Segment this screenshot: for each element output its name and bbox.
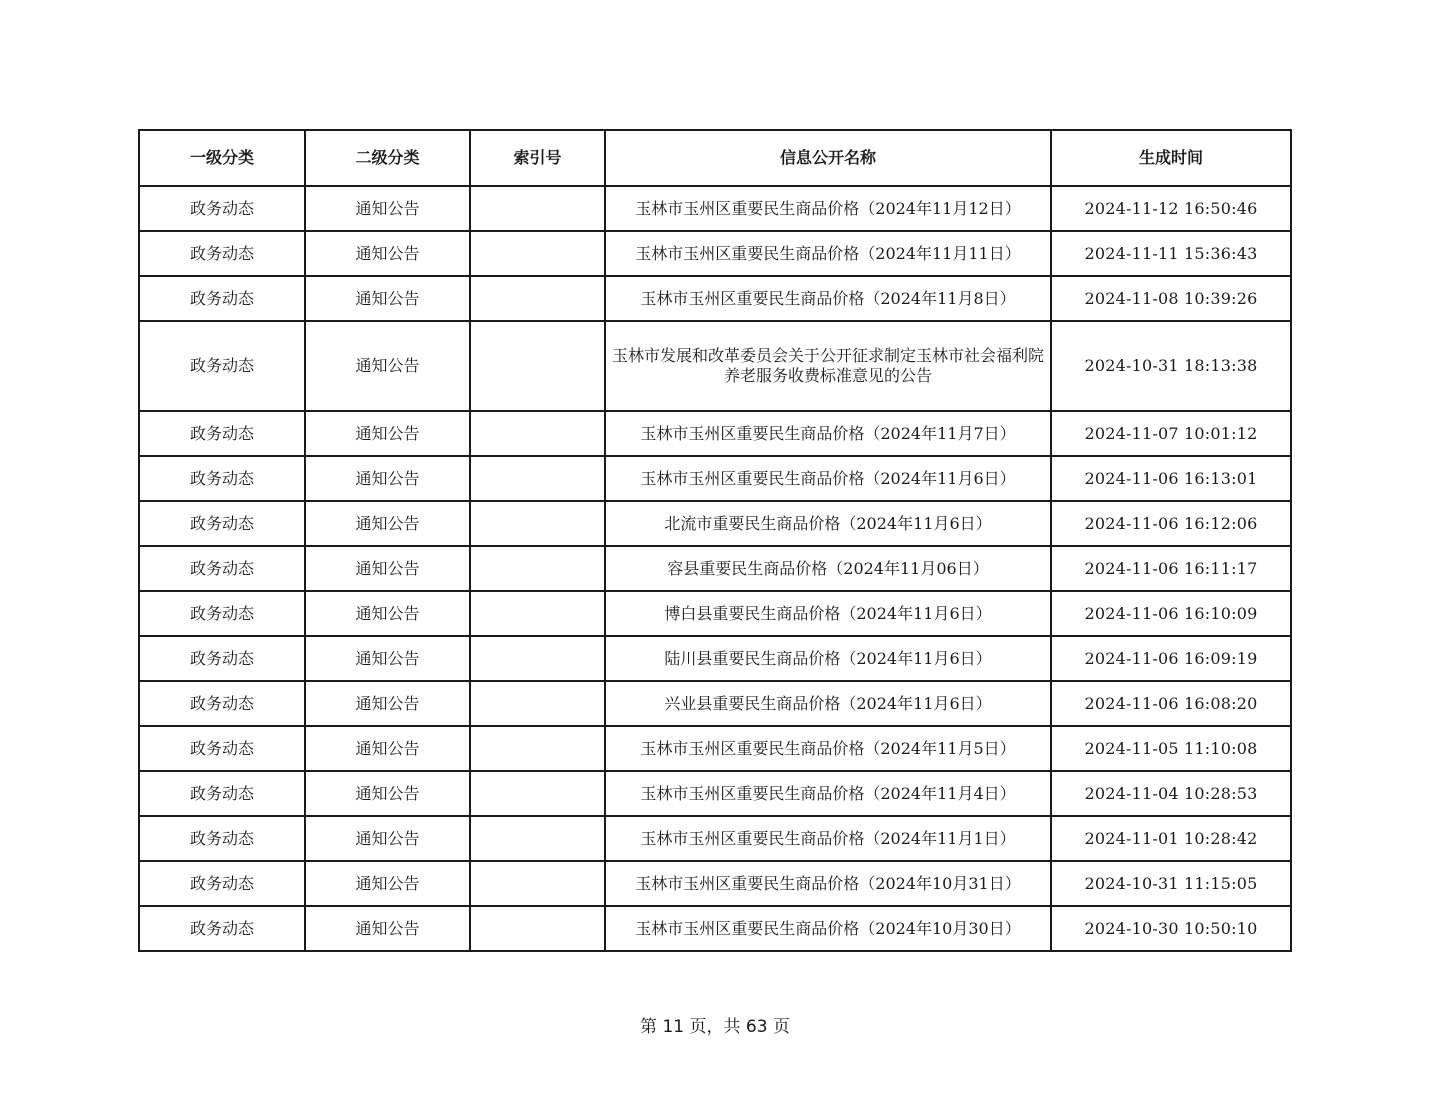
cell-category-2: 通知公告 (305, 546, 470, 591)
cell-generated-time: 2024-11-06 16:08:20 (1051, 681, 1291, 726)
table-row (139, 456, 1291, 501)
cell-category-1: 政务动态 (139, 861, 305, 906)
cell-category-1: 政务动态 (139, 321, 305, 411)
cell-generated-time: 2024-11-06 16:09:19 (1051, 636, 1291, 681)
header-category-1: 一级分类 (139, 130, 305, 186)
table-row (139, 231, 1291, 276)
table-row (139, 726, 1291, 771)
current-page-number: 11 (662, 1017, 685, 1037)
cell-generated-time: 2024-10-31 18:13:38 (1051, 321, 1291, 411)
cell-index-number (470, 276, 605, 321)
cell-index-number (470, 591, 605, 636)
cell-category-2: 通知公告 (305, 816, 470, 861)
cell-index-number (470, 906, 605, 951)
cell-category-1: 政务动态 (139, 906, 305, 951)
table-row (139, 816, 1291, 861)
cell-category-2: 通知公告 (305, 726, 470, 771)
page-number-footer (0, 1015, 1430, 1039)
cell-category-2: 通知公告 (305, 276, 470, 321)
cell-generated-time: 2024-10-30 10:50:10 (1051, 906, 1291, 951)
table-row (139, 906, 1291, 951)
cell-category-2: 通知公告 (305, 186, 470, 231)
cell-index-number (470, 186, 605, 231)
cell-category-2: 通知公告 (305, 771, 470, 816)
cell-category-1: 政务动态 (139, 591, 305, 636)
cell-title: 陆川县重要民生商品价格（2024年11月6日） (605, 636, 1051, 681)
cell-category-2: 通知公告 (305, 501, 470, 546)
table-row (139, 636, 1291, 681)
header-category-2: 二级分类 (305, 130, 470, 186)
cell-title: 玉林市玉州区重要民生商品价格（2024年11月11日） (605, 231, 1051, 276)
cell-category-1: 政务动态 (139, 231, 305, 276)
cell-category-1: 政务动态 (139, 771, 305, 816)
cell-generated-time: 2024-11-06 16:13:01 (1051, 456, 1291, 501)
cell-title: 玉林市玉州区重要民生商品价格（2024年10月30日） (605, 906, 1051, 951)
table-row (139, 321, 1291, 411)
header-generated-time: 生成时间 (1051, 130, 1291, 186)
cell-category-1: 政务动态 (139, 681, 305, 726)
cell-generated-time: 2024-11-06 16:12:06 (1051, 501, 1291, 546)
cell-generated-time: 2024-11-07 10:01:12 (1051, 411, 1291, 456)
cell-title: 玉林市发展和改革委员会关于公开征求制定玉林市社会福利院养老服务收费标准意见的公告 (605, 321, 1051, 411)
cell-category-1: 政务动态 (139, 456, 305, 501)
table-header-row (139, 130, 1291, 186)
cell-title: 兴业县重要民生商品价格（2024年11月6日） (605, 681, 1051, 726)
cell-title: 北流市重要民生商品价格（2024年11月6日） (605, 501, 1051, 546)
cell-index-number (470, 321, 605, 411)
header-index-number: 索引号 (470, 130, 605, 186)
table-row (139, 186, 1291, 231)
cell-index-number (470, 636, 605, 681)
cell-category-2: 通知公告 (305, 636, 470, 681)
cell-category-2: 通知公告 (305, 411, 470, 456)
table-row (139, 681, 1291, 726)
cell-generated-time: 2024-11-05 11:10:08 (1051, 726, 1291, 771)
info-disclosure-table (138, 129, 1292, 952)
cell-category-1: 政务动态 (139, 636, 305, 681)
cell-title: 玉林市玉州区重要民生商品价格（2024年11月7日） (605, 411, 1051, 456)
footer-suffix: 页 (772, 1017, 790, 1037)
cell-generated-time: 2024-11-04 10:28:53 (1051, 771, 1291, 816)
cell-generated-time: 2024-11-06 16:11:17 (1051, 546, 1291, 591)
header-title: 信息公开名称 (605, 130, 1051, 186)
cell-category-2: 通知公告 (305, 861, 470, 906)
table-body (139, 186, 1291, 951)
cell-category-1: 政务动态 (139, 276, 305, 321)
cell-title: 博白县重要民生商品价格（2024年11月6日） (605, 591, 1051, 636)
cell-title: 容县重要民生商品价格（2024年11月06日） (605, 546, 1051, 591)
cell-index-number (470, 546, 605, 591)
footer-prefix: 第 (640, 1017, 658, 1037)
cell-index-number (470, 456, 605, 501)
cell-category-1: 政务动态 (139, 726, 305, 771)
cell-title: 玉林市玉州区重要民生商品价格（2024年10月31日） (605, 861, 1051, 906)
table-row (139, 591, 1291, 636)
cell-index-number (470, 861, 605, 906)
cell-index-number (470, 231, 605, 276)
cell-index-number (470, 501, 605, 546)
cell-category-1: 政务动态 (139, 501, 305, 546)
cell-category-2: 通知公告 (305, 681, 470, 726)
cell-generated-time: 2024-11-08 10:39:26 (1051, 276, 1291, 321)
table-row (139, 411, 1291, 456)
cell-title: 玉林市玉州区重要民生商品价格（2024年11月6日） (605, 456, 1051, 501)
cell-title: 玉林市玉州区重要民生商品价格（2024年11月4日） (605, 771, 1051, 816)
cell-index-number (470, 771, 605, 816)
cell-category-2: 通知公告 (305, 456, 470, 501)
cell-category-1: 政务动态 (139, 816, 305, 861)
cell-title: 玉林市玉州区重要民生商品价格（2024年11月12日） (605, 186, 1051, 231)
cell-generated-time: 2024-11-01 10:28:42 (1051, 816, 1291, 861)
cell-category-1: 政务动态 (139, 546, 305, 591)
cell-category-2: 通知公告 (305, 591, 470, 636)
cell-category-2: 通知公告 (305, 321, 470, 411)
cell-category-1: 政务动态 (139, 411, 305, 456)
table-row (139, 501, 1291, 546)
cell-generated-time: 2024-11-12 16:50:46 (1051, 186, 1291, 231)
cell-category-2: 通知公告 (305, 906, 470, 951)
cell-category-2: 通知公告 (305, 231, 470, 276)
footer-middle: 页，共 (689, 1017, 741, 1037)
cell-title: 玉林市玉州区重要民生商品价格（2024年11月8日） (605, 276, 1051, 321)
cell-category-1: 政务动态 (139, 186, 305, 231)
cell-index-number (470, 411, 605, 456)
cell-generated-time: 2024-10-31 11:15:05 (1051, 861, 1291, 906)
cell-generated-time: 2024-11-06 16:10:09 (1051, 591, 1291, 636)
table-row (139, 771, 1291, 816)
table-row (139, 276, 1291, 321)
cell-title: 玉林市玉州区重要民生商品价格（2024年11月1日） (605, 816, 1051, 861)
cell-index-number (470, 681, 605, 726)
cell-title: 玉林市玉州区重要民生商品价格（2024年11月5日） (605, 726, 1051, 771)
cell-index-number (470, 726, 605, 771)
total-page-count: 63 (745, 1017, 768, 1037)
table-row (139, 861, 1291, 906)
table-row (139, 546, 1291, 591)
cell-index-number (470, 816, 605, 861)
cell-generated-time: 2024-11-11 15:36:43 (1051, 231, 1291, 276)
